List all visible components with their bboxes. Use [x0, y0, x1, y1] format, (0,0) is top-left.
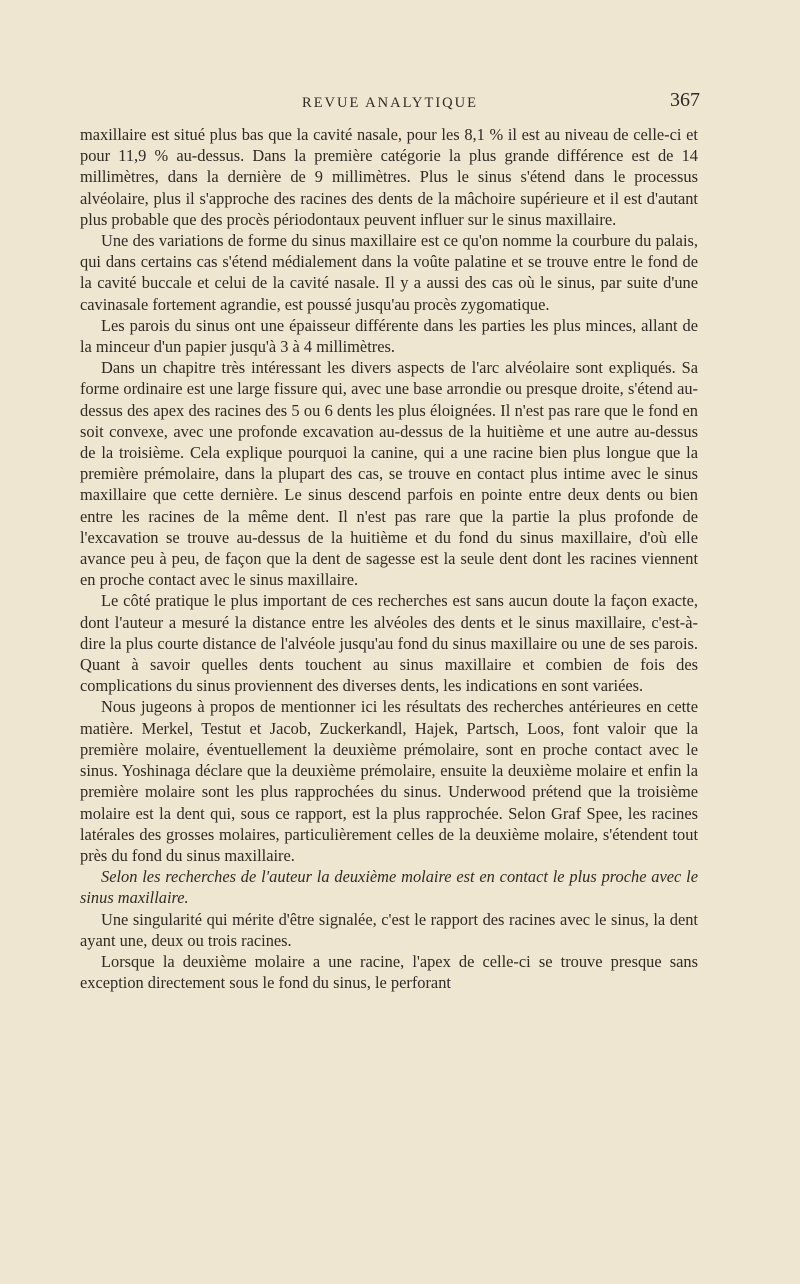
- paragraph-continuation: maxillaire est situé plus bas que la cavité nasale, pour les 8,1 % il est au niveau de celle-ci et pour 11,9 % au-dessus. Dans la première catégorie la plus grande différence est de 14 millimètres, dans la dernière de 9 millimètres. Plus le sinus s'étend dans le processus alvéolaire, plus il s'approche des racines des dents de la mâchoire supérieure et il est d'autant plus probable que des procès périodontaux peuvent influer sur le sinus maxillaire.: [80, 125, 698, 229]
- body-text: [80, 124, 698, 993]
- paragraph-sinus-walls: Les parois du sinus ont une épaisseur différente dans les parties les plus minces, allant de la minceur d'un papier jusqu'à 3 à 4 millimètres.: [80, 315, 698, 357]
- paragraph-singularity: Une singularité qui mérite d'être signalée, c'est le rapport des racines avec le sinus, la dent ayant une, deux ou trois racines.: [80, 909, 698, 950]
- page-header: [80, 89, 700, 116]
- paragraph-author-finding: Selon les recherches de l'auteur la deuxième molaire est en contact le plus proche avec le sinus maxillaire.: [80, 867, 698, 908]
- paragraph-one-root: Lorsque la deuxième molaire a une racine, l'apex de celle-ci se trouve presque sans exception directement sous le fond du sinus, le perforant: [80, 951, 698, 993]
- paragraph-practical-side: Le côté pratique le plus important de ces recherches est sans aucun doute la façon exacte, dont l'auteur a mesuré la distance entre les alvéoles des dents et le sinus maxillaire, c'est-à-dire la plus courte distance de l'alvéole jusqu'au fond du sinus maxillaire ou une de ses parois. Quant à savoir quelles dents touchent au sinus maxillaire et combien de fois des complications du sinus proviennent des diverses dents, les indications en sont variées.: [80, 591, 698, 696]
- paragraph-previous-research: Nous jugeons à propos de mentionner ici les résultats des recherches antérieures en cette matière. Merkel, Testut et Jacob, Zuckerkandl, Hajek, Partsch, Loos, font valoir que la première molaire, éventuellement la deuxième prémolaire, sont en proche contact avec le sinus. Yoshinaga déclare que la deuxième prémolaire, ensuite la deuxième molaire et enfin la première molaire sont les plus rapprochées du sinus. Underwood prétend que la troisième molaire est la dent qui, sous ce rapport, est la plus rapprochée. Selon Graf Spee, les racines latérales des grosses molaires, particulièrement celles de la deuxième molaire, s'étendent tout près du fond du sinus maxillaire.: [80, 697, 698, 865]
- paragraph-palatal-curvature: Une des variations de forme du sinus maxillaire est ce qu'on nomme la courbure du palais, qui dans certains cas s'étend médialement dans la voûte palatine et se trouve entre le fond de la cavité buccale et celui de la cavité nasale. Il y a aussi des cas où le sinus, par suite d'une cavinasale fortement agrandie, est poussé jusqu'au procès zygomatique.: [80, 231, 698, 314]
- running-title: REVUE ANALYTIQUE: [302, 95, 478, 111]
- page-number: 367: [670, 89, 700, 111]
- paragraph-alveolar-arch: Dans un chapitre très intéressant les divers aspects de l'arc alvéolaire sont expliqués. Sa forme ordinaire est une large fissure qui, avec une base arrondie ou presque droite, s'étend au-dessus des apex des racines des 5 ou 6 dents les plus éloignées. Il n'est pas rare que le fond en soit convexe, avec une profonde excavation au-dessus de la huitième et une autre au-dessus de la troisième. Cela explique pourquoi la canine, qui a une racine bien plus longue que la première prémolaire, dans la plupart des cas, se trouve en contact plus intime avec le sinus maxillaire que cette dernière. Le sinus descend parfois en pointe entre deux dents ou bien entre les racines de la même dent. Il n'est pas rare que la partie la plus profonde de l'excavation se trouve au-dessus de la huitième et du fond du sinus maxillaire, d'où elle avance peu à peu, de façon que la dent de sagesse est la seule dent dont les racines viennent en proche contact avec le sinus maxillaire.: [80, 358, 698, 590]
